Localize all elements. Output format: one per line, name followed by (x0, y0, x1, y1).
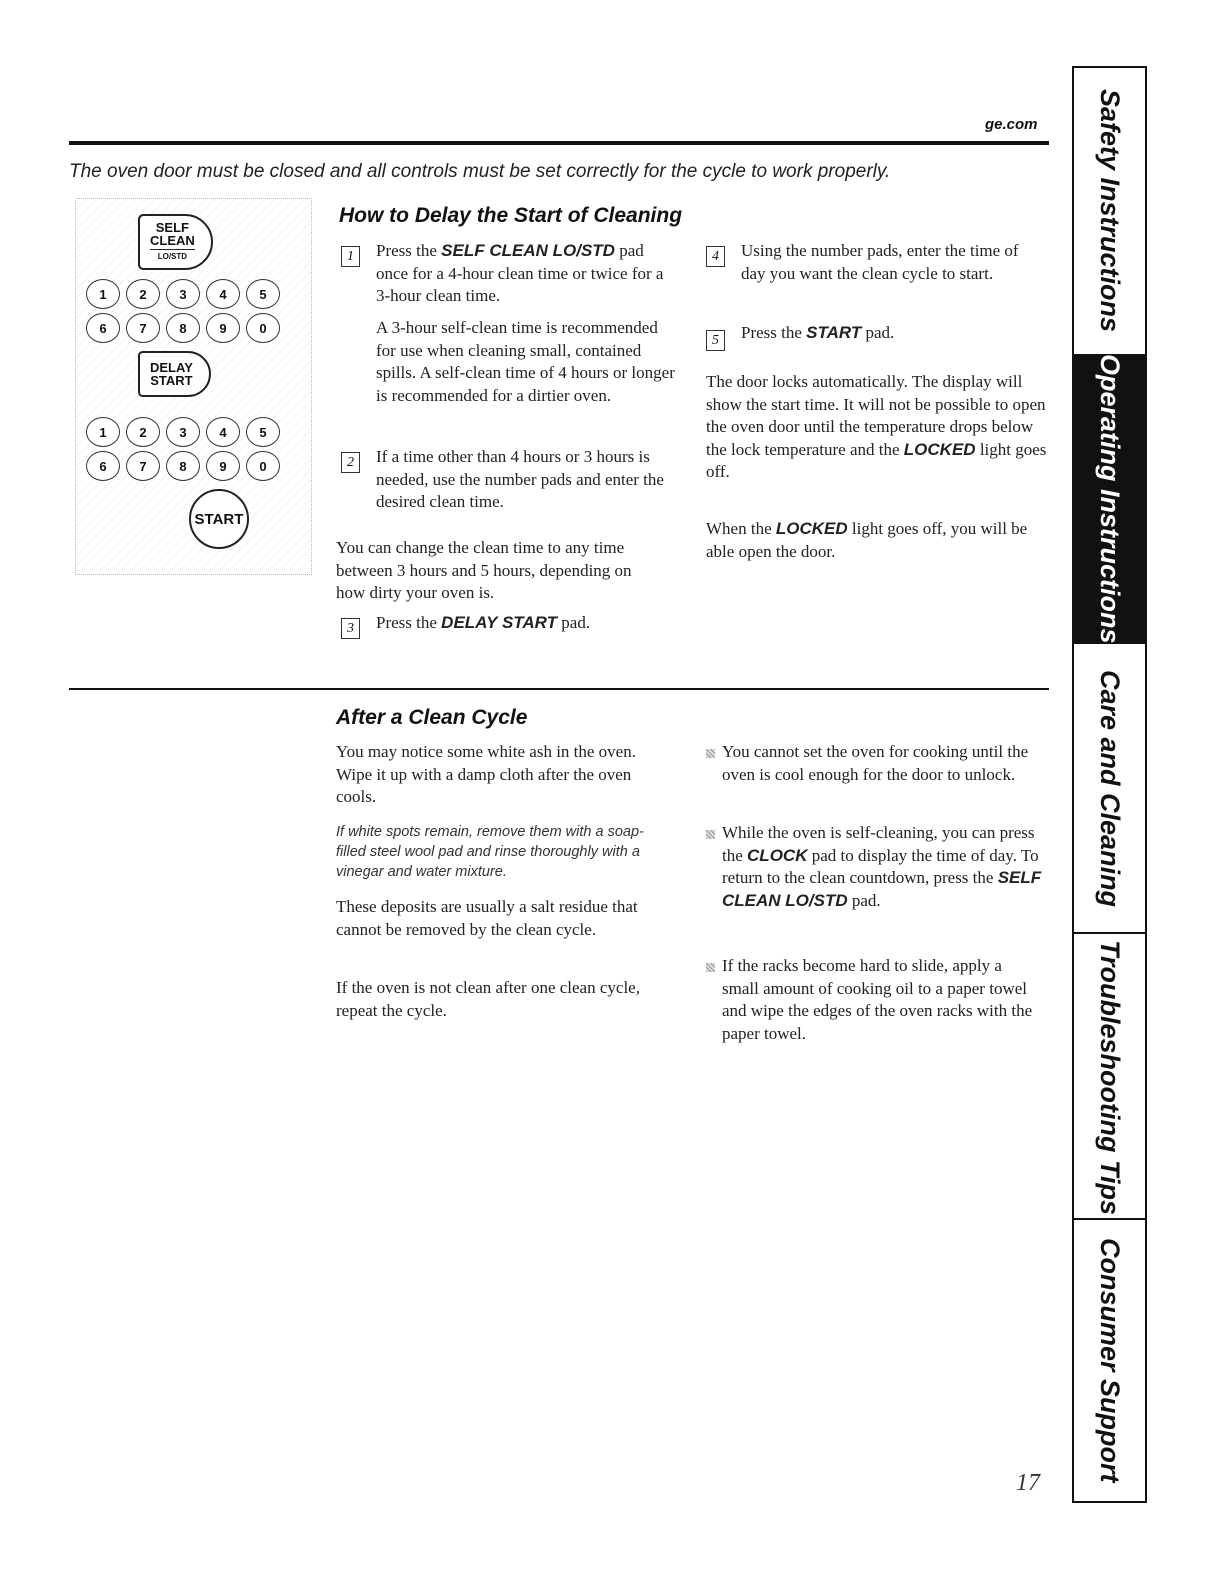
key-4: 4 (206, 279, 240, 309)
key-1: 1 (86, 417, 120, 447)
key-0: 0 (246, 451, 280, 481)
tab-operating-instructions[interactable] (1074, 354, 1145, 644)
self-clean-key-label: SELF CLEAN LO/STD (441, 241, 615, 260)
delay-start-pad-line1: DELAY (150, 360, 193, 375)
step-2-number: 2 (341, 452, 360, 473)
bullet-icon (706, 830, 715, 839)
key-1: 1 (86, 279, 120, 309)
key-9: 9 (206, 451, 240, 481)
step-4-text: Using the number pads, enter the time of day you want the clean cycle to start. (741, 241, 1019, 283)
after-note: If white spots remain, remove them with a soap-filled steel wool pad and rinse thoroughly with a vinegar and water mixture. (336, 824, 644, 880)
delay-heading: How to Delay the Start of Cleaning (339, 204, 683, 227)
after-bullet-1: You cannot set the oven for cooking until the oven is cool enough for the door to unlock. (722, 742, 1029, 784)
key-2: 2 (126, 417, 160, 447)
self-clean-pad-line2: CLEAN (150, 233, 195, 248)
locked-light-paragraph: When the LOCKED light goes off, you will be able open the door. (706, 519, 1028, 561)
section-divider (69, 688, 1049, 690)
delay-start-pad (138, 351, 211, 397)
after-bullet-3: If the racks become hard to slide, apply a small amount of cooking oil to a paper towel and wipe the edges of the oven racks with the paper towel. (722, 956, 1033, 1043)
key-8: 8 (166, 451, 200, 481)
top-rule (69, 141, 1049, 145)
key-7: 7 (126, 451, 160, 481)
number-keys-row-4 (86, 451, 280, 481)
number-keys-row-1 (86, 279, 280, 309)
step-3-text: Press the DELAY START pad. (376, 613, 591, 632)
step-5-text: Press the START pad. (741, 323, 895, 342)
tab-label: Consumer Support (1095, 1238, 1125, 1483)
section-tabs (1072, 66, 1147, 1503)
key-5: 5 (246, 279, 280, 309)
self-clean-pad-line3: LO/STD (150, 249, 195, 263)
after-heading: After a Clean Cycle (336, 706, 528, 729)
after-bullet-2: While the oven is self-cleaning, you can press the CLOCK pad to display the time of day. To return to the clean countdown, press the SELF CLEAN LO/STD pad. (722, 823, 1042, 910)
intro-text: The oven door must be closed and all controls must be set correctly for the cycle to work properly. (69, 161, 891, 182)
page-number: 17 (1016, 1470, 1040, 1496)
key-3: 3 (166, 417, 200, 447)
key-4: 4 (206, 417, 240, 447)
key-5: 5 (246, 417, 280, 447)
self-clean-pad-line1: SELF (155, 220, 189, 235)
clock-key-label: CLOCK (747, 845, 808, 865)
tab-consumer-support[interactable] (1074, 1220, 1145, 1501)
key-6: 6 (86, 313, 120, 343)
tab-label: Operating Instructions (1095, 354, 1125, 644)
after-paragraph-1: You may notice some white ash in the oven. Wipe it up with a damp cloth after the oven cools. (336, 742, 636, 806)
key-6: 6 (86, 451, 120, 481)
tab-label: Care and Cleaning (1095, 670, 1125, 908)
site-url[interactable]: ge.com (985, 116, 1038, 133)
locked-key-label: LOCKED (903, 439, 976, 459)
tab-label: Safety Instructions (1095, 89, 1125, 333)
tab-label: Troubleshooting Tips (1095, 939, 1125, 1215)
after-paragraph-2: These deposits are usually a salt residue that cannot be removed by the clean cycle. (336, 897, 638, 939)
key-3: 3 (166, 279, 200, 309)
self-clean-key-label: SELF CLEAN LO/STD (722, 868, 1042, 910)
key-8: 8 (166, 313, 200, 343)
step-1-text: Press the SELF CLEAN LO/STD pad once for a 4-hour clean time or twice for a 3-hour clean time. (376, 241, 664, 305)
tab-troubleshooting-tips[interactable] (1074, 934, 1145, 1220)
door-lock-paragraph: The door locks automatically. The display will show the start time. It will not be possible to open the oven door until the temperature drops below the lock temperature and the LOCKED light goes off. (706, 372, 1047, 481)
step-3-number: 3 (341, 618, 360, 639)
key-7: 7 (126, 313, 160, 343)
step-1-number: 1 (341, 246, 360, 267)
self-clean-pad (138, 214, 213, 270)
start-pad: START (189, 489, 249, 549)
key-0: 0 (246, 313, 280, 343)
number-keys-row-3 (86, 417, 280, 447)
bullet-icon (706, 963, 715, 972)
step-4-number: 4 (706, 246, 725, 267)
tab-safety-instructions[interactable] (1074, 68, 1145, 354)
step-1-note: A 3-hour self-clean time is recommended for use when cleaning small, contained spills. A self-clean time of 4 hours or longer is recommended for a dirtier oven. (376, 318, 675, 405)
key-2: 2 (126, 279, 160, 309)
step-2-text: If a time other than 4 hours or 3 hours is needed, use the number pads and enter the desired clean time. (376, 447, 664, 511)
start-key-label: START (806, 323, 862, 342)
control-panel-illustration (75, 198, 312, 575)
key-9: 9 (206, 313, 240, 343)
bullet-icon (706, 749, 715, 758)
tab-care-and-cleaning[interactable] (1074, 644, 1145, 934)
step-2-note: You can change the clean time to any time between 3 hours and 5 hours, depending on how dirty your oven is. (336, 538, 632, 602)
delay-start-pad-line2: START (150, 373, 193, 388)
step-5-number: 5 (706, 330, 725, 351)
locked-key-label: LOCKED (775, 519, 848, 538)
after-paragraph-3: If the oven is not clean after one clean cycle, repeat the cycle. (336, 978, 640, 1020)
number-keys-row-2 (86, 313, 280, 343)
delay-start-key-label: DELAY START (441, 613, 558, 632)
